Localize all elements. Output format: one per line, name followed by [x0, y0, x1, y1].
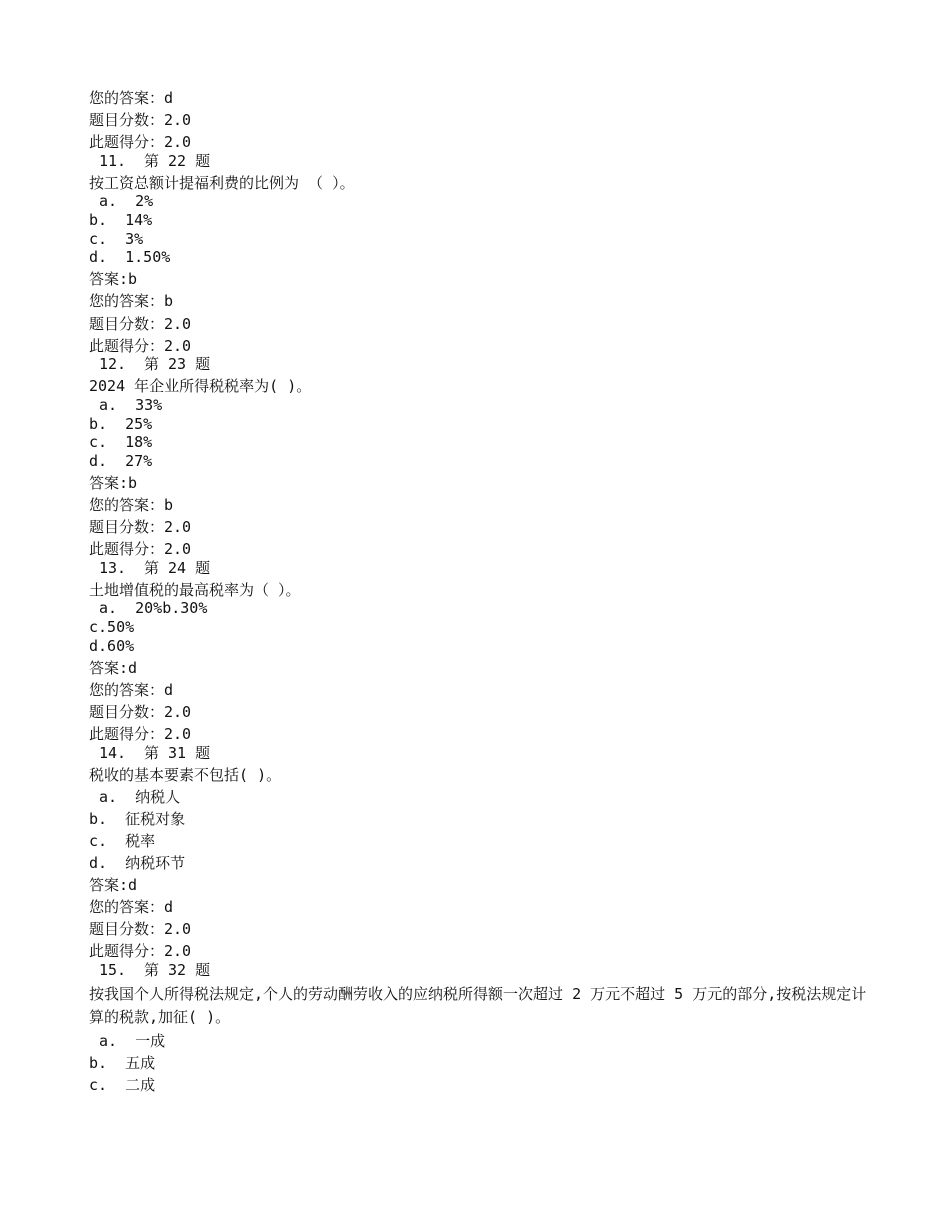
option-a: a. 20%b.30% — [99, 599, 208, 618]
correct-answer-line: 答案:b — [89, 270, 138, 289]
option-d: d.60% — [89, 636, 135, 655]
question-number: 13. — [99, 558, 127, 577]
question-header — [89, 355, 879, 374]
question-title: 第 24 题 — [144, 558, 211, 577]
option-a: a. 一成 — [99, 1031, 166, 1050]
option-a: a. 纳税人 — [99, 787, 181, 806]
question-header — [89, 559, 879, 578]
your-answer-line: 您的答案：b — [89, 292, 174, 311]
earned-score-line: 此题得分：2.0 — [89, 724, 192, 743]
earned-score-line: 此题得分：2.0 — [89, 942, 192, 961]
earned-score-line: 此题得分：2.0 — [89, 336, 192, 355]
question-text: 税收的基本要素不包括( )。 — [89, 765, 282, 784]
question-number: 15. — [99, 960, 127, 979]
correct-answer-line: 答案:d — [89, 876, 138, 895]
question-header — [89, 744, 879, 763]
option-d: d. 27% — [89, 451, 153, 470]
option-b: b. 14% — [89, 211, 153, 230]
question-text: 按我国个人所得税法规定,个人的劳动酬劳收入的应纳税所得额一次超过 2 万元不超过 5 万元的部分,按税法规定计算的税款,加征( )。 — [89, 985, 867, 1026]
question-number: 12. — [99, 355, 127, 374]
question-score-line: 题目分数：2.0 — [89, 517, 192, 536]
question-score-line: 题目分数：2.0 — [89, 702, 192, 721]
option-c: c.50% — [89, 617, 135, 636]
your-answer-line: 您的答案：d — [89, 680, 174, 699]
question-text: 按工资总额计提福利费的比例为 （ ）。 — [89, 173, 355, 192]
question-title: 第 32 题 — [144, 960, 211, 979]
option-d: d. 纳税环节 — [89, 853, 186, 872]
question-title: 第 22 题 — [144, 151, 211, 170]
option-a: a. 2% — [99, 192, 154, 211]
option-a: a. 33% — [99, 395, 163, 414]
earned-score-line: 此题得分：2.0 — [89, 540, 192, 559]
option-b: b. 五成 — [89, 1053, 156, 1072]
question-score-line: 题目分数：2.0 — [89, 920, 192, 939]
correct-answer-line: 答案:b — [89, 473, 138, 492]
your-answer-line: 您的答案：d — [89, 89, 174, 107]
option-c: c. 二成 — [89, 1075, 156, 1094]
document-body — [89, 89, 879, 1094]
option-b: b. 征税对象 — [89, 809, 186, 828]
your-answer-line: 您的答案：d — [89, 898, 174, 917]
option-d: d. 1.50% — [89, 248, 171, 267]
question-text: 土地增值税的最高税率为（ ）。 — [89, 580, 301, 599]
question-number: 11. — [99, 151, 127, 170]
question-title: 第 31 题 — [144, 743, 211, 762]
question-score-line: 题目分数：2.0 — [89, 314, 192, 333]
question-header — [89, 961, 879, 980]
question-text: 2024 年企业所得税税率为( )。 — [89, 377, 312, 396]
your-answer-line: 您的答案：b — [89, 495, 174, 514]
question-title: 第 23 题 — [144, 355, 211, 374]
option-c: c. 税率 — [89, 831, 156, 850]
question-header — [89, 152, 879, 171]
option-c: c. 3% — [89, 229, 144, 248]
option-c: c. 18% — [89, 433, 153, 452]
question-score-line: 题目分数：2.0 — [89, 111, 192, 130]
earned-score-line: 此题得分：2.0 — [89, 133, 192, 152]
question-number: 14. — [99, 743, 127, 762]
correct-answer-line: 答案:d — [89, 658, 138, 677]
option-b: b. 25% — [89, 414, 153, 433]
